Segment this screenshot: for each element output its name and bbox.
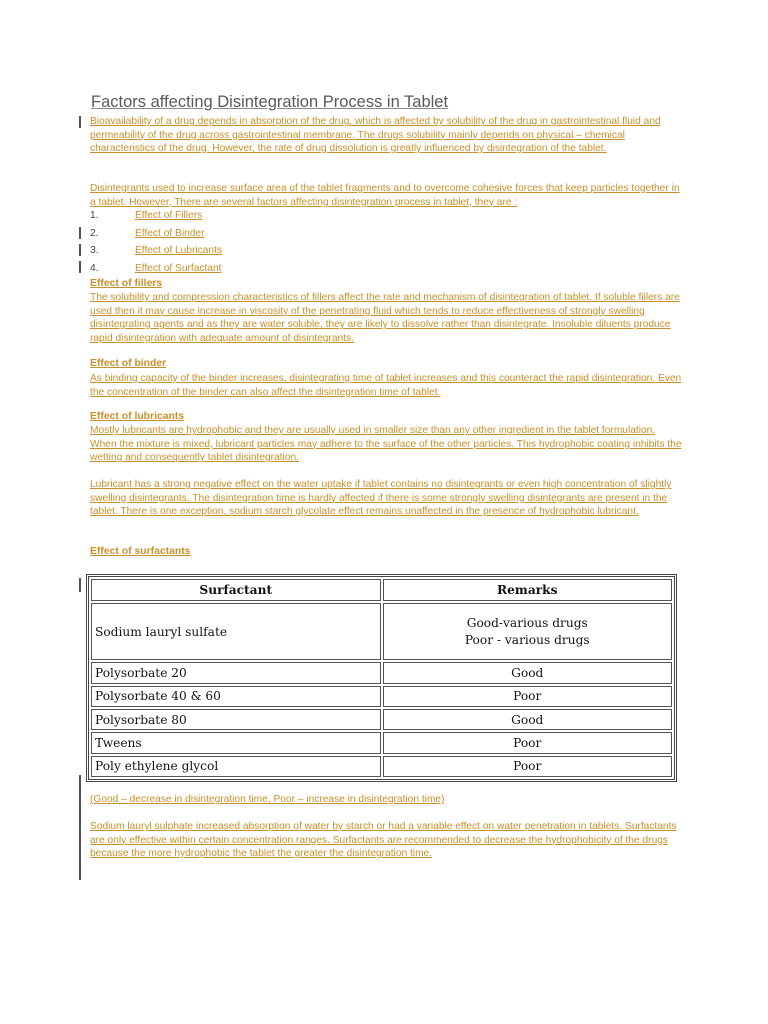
surfactant-cell: Polysorbate 20	[91, 662, 381, 683]
surfactants-heading[interactable]: Effect of surfactants	[90, 546, 191, 557]
remark-cell: Good	[383, 709, 673, 730]
disintegrants-paragraph[interactable]: Disintegrants used to increase surface area of the tablet fragments and to overcome cohesive forces that keep particles together in a tablet. However, There are several factors affecting disintegration process in tablet, they are :	[90, 183, 680, 208]
intro-paragraph[interactable]: Bioavailability of a drug depends in absorption of the drug, which is affected by solubility of the drug in gastrointestinal fluid and permeability of the drug across gastrointestinal membrane. The drugs solubility mainly depends on physical – chemical characteristics of the drug. However, the rate of drug dissolution is greatly influenced by disintegration of the tablet.	[90, 116, 661, 154]
remark-line: Poor - various drugs	[464, 632, 590, 647]
binder-heading[interactable]: Effect of binder	[90, 358, 167, 369]
change-bar	[79, 578, 81, 592]
legend-paragraph[interactable]: (Good – decrease in disintegration time, Poor – increase in disintegration time)	[90, 794, 445, 805]
change-bar	[79, 116, 81, 128]
table-row	[91, 756, 672, 777]
list-item	[90, 242, 390, 260]
remark-cell: Poor	[383, 732, 673, 753]
change-bar	[79, 261, 81, 273]
remark-cell	[383, 603, 673, 660]
change-bar	[79, 244, 81, 256]
table-row	[91, 709, 672, 730]
lubricants-heading[interactable]: Effect of lubricants	[90, 411, 185, 422]
table-row	[91, 603, 672, 660]
binder-paragraph[interactable]: As binding capacity of the binder increases, disintegrating time of tablet increases and this counteract the rapid disintegration. Even the concentration of the binder can also affect the disintegration time of tablet.	[90, 373, 682, 398]
remark-cell: Good	[383, 662, 673, 683]
list-number: 1.	[90, 210, 99, 221]
factor-link-lubricants[interactable]: Effect of Lubricants	[135, 245, 223, 256]
list-number: 2.	[90, 227, 99, 239]
table-row	[91, 686, 672, 707]
column-header-surfactant: Surfactant	[91, 579, 381, 601]
change-bar	[79, 775, 81, 880]
list-item	[90, 260, 390, 278]
list-item	[90, 225, 390, 243]
surfactant-cell: Tweens	[91, 732, 381, 753]
column-header-remarks: Remarks	[383, 579, 673, 601]
list-number: 3.	[90, 245, 99, 256]
factors-list	[90, 207, 390, 277]
closing-paragraph[interactable]: Sodium lauryl sulphate increased absorption of water by starch or had a variable effect on water penetration in tablets. Surfactants are only effective within certain concentration ranges. Surfactants are recommended to decrease the hydrophobicity of the drugs because the more hydrophobic the tablet the greater the disintegration time.	[90, 821, 677, 859]
table-row	[91, 732, 672, 753]
remark-line: Good-various drugs	[466, 615, 588, 630]
lubricants-paragraph[interactable]: Mostly lubricants are hydrophobic and they are usually used in smaller size than any other ingredient in the tablet formulation. When the mixture is mixed, lubricant particles may adhere to the surface of the other particles. This hydrophobic coating inhibits the wetting and consequently tablet disintegration.	[90, 425, 682, 463]
list-number: 4.	[90, 262, 99, 274]
surfactant-cell: Polysorbate 80	[91, 709, 381, 730]
surfactant-cell: Poly ethylene glycol	[91, 756, 381, 777]
lubricants-paragraph-2[interactable]: Lubricant has a strong negative effect on the water uptake if tablet contains no disintegrants or even high concentration of slightly swelling disintegrants. The disintegration time is hardly affected if there is some strongly swelling disintegrants are present in the tablet. There is one exception, sodium starch glycolate effect remains unaffected in the presence of hydrophobic lubricant.	[90, 479, 672, 517]
page-title: Factors affecting Disintegration Process in Tablet	[91, 93, 449, 111]
surfactant-cell: Polysorbate 40 & 60	[91, 686, 381, 707]
surfactant-table	[86, 574, 677, 782]
remark-cell: Poor	[383, 686, 673, 707]
surfactant-cell: Sodium lauryl sulfate	[91, 603, 381, 660]
fillers-heading[interactable]: Effect of fillers	[90, 278, 163, 289]
remark-cell: Poor	[383, 756, 673, 777]
factor-link-surfactant[interactable]: Effect of Surfactant	[135, 262, 222, 274]
fillers-paragraph[interactable]: The solubility and compression characteristics of fillers affect the rate and mechanism of disintegration of tablet. If soluble fillers are used then it may cause increase in viscosity of the penetrating fluid which tends to reduce effectiveness of strongly swelling disintegrating agents and as they are water soluble, they are likely to dissolve rather than disintegrate. Insoluble diluents produce rapid disintegration with adequate amount of disintegrants.	[90, 292, 680, 344]
factor-link-binder[interactable]: Effect of Binder	[135, 227, 205, 239]
list-item	[90, 207, 390, 225]
change-bar	[79, 227, 81, 239]
factor-link-fillers[interactable]: Effect of Fillers	[135, 210, 203, 221]
table-header-row	[91, 579, 672, 601]
table-row	[91, 662, 672, 683]
